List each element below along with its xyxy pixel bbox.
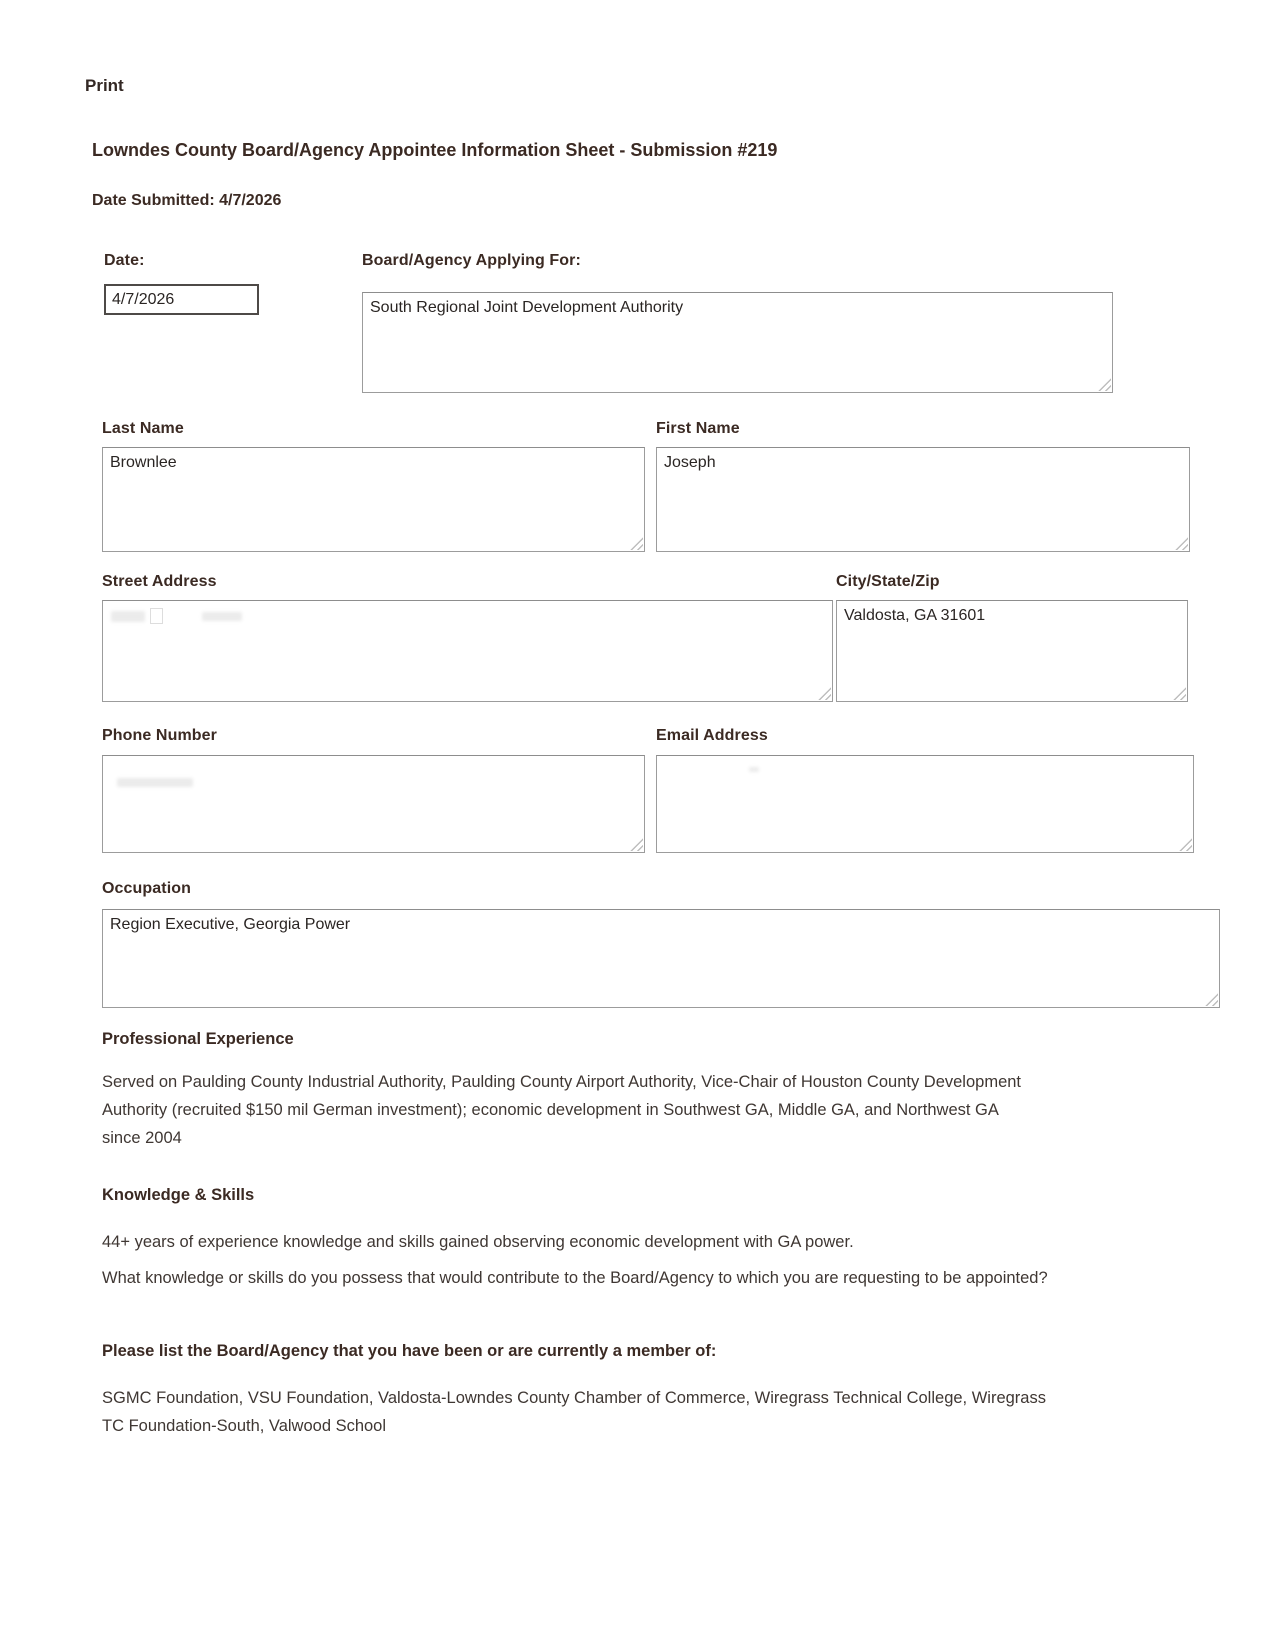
- city-state-zip-field-box: [836, 600, 1188, 702]
- occupation-field-box: [102, 909, 1220, 1008]
- knowledge-skills-question-text: What knowledge or skills do you possess that would contribute to the Board/Agency to which you are requesting to be appointed?: [102, 1269, 1048, 1287]
- professional-experience-text: Served on Paulding County Industrial Authority, Paulding County Airport Authority, Vice-Chair of Houston County Development Authority (recruited $150 mil German investment); economic development in Southwest GA, Middle GA, and Northwest GA since 2004: [102, 1073, 1022, 1147]
- street-address-field-box: [102, 600, 833, 702]
- first-name-label: First Name: [656, 420, 740, 437]
- board-agency-textarea[interactable]: [363, 293, 1112, 392]
- occupation-textarea[interactable]: [103, 910, 1219, 1007]
- last-name-field-box: [102, 447, 645, 552]
- city-state-zip-textarea[interactable]: [837, 601, 1187, 701]
- city-state-zip-label: City/State/Zip: [836, 573, 940, 590]
- print-button[interactable]: Print: [85, 76, 124, 95]
- first-name-field-box: [656, 447, 1190, 552]
- board-agency-field-box: [362, 292, 1113, 393]
- page-title: Lowndes County Board/Agency Appointee Information Sheet - Submission #219: [92, 140, 778, 160]
- knowledge-skills-heading: Knowledge & Skills: [102, 1186, 255, 1204]
- board-agency-label: Board/Agency Applying For:: [362, 252, 581, 269]
- occupation-label: Occupation: [102, 880, 192, 897]
- date-input[interactable]: [104, 284, 259, 315]
- knowledge-skills-answer-text: 44+ years of experience knowledge and skills gained observing economic development with GA power.: [102, 1233, 854, 1251]
- street-address-textarea[interactable]: [103, 601, 832, 701]
- board-membership-text: SGMC Foundation, VSU Foundation, Valdosta-Lowndes County Chamber of Commerce, Wiregrass Technical College, Wiregrass TC Foundation-South, Valwood School: [102, 1389, 1046, 1435]
- date-label: Date:: [104, 252, 145, 269]
- email-address-textarea[interactable]: [657, 756, 1193, 852]
- email-address-field-box: [656, 755, 1194, 853]
- phone-number-field-box: [102, 755, 645, 853]
- street-address-label: Street Address: [102, 573, 217, 590]
- last-name-textarea[interactable]: [103, 448, 644, 551]
- date-submitted-text: Date Submitted: 4/7/2026: [92, 192, 282, 209]
- last-name-label: Last Name: [102, 420, 184, 437]
- first-name-textarea[interactable]: [657, 448, 1189, 551]
- phone-number-textarea[interactable]: [103, 756, 644, 852]
- board-membership-heading: Please list the Board/Agency that you have been or are currently a member of:: [102, 1342, 717, 1360]
- email-address-label: Email Address: [656, 727, 768, 744]
- phone-number-label: Phone Number: [102, 727, 217, 744]
- professional-experience-heading: Professional Experience: [102, 1030, 294, 1048]
